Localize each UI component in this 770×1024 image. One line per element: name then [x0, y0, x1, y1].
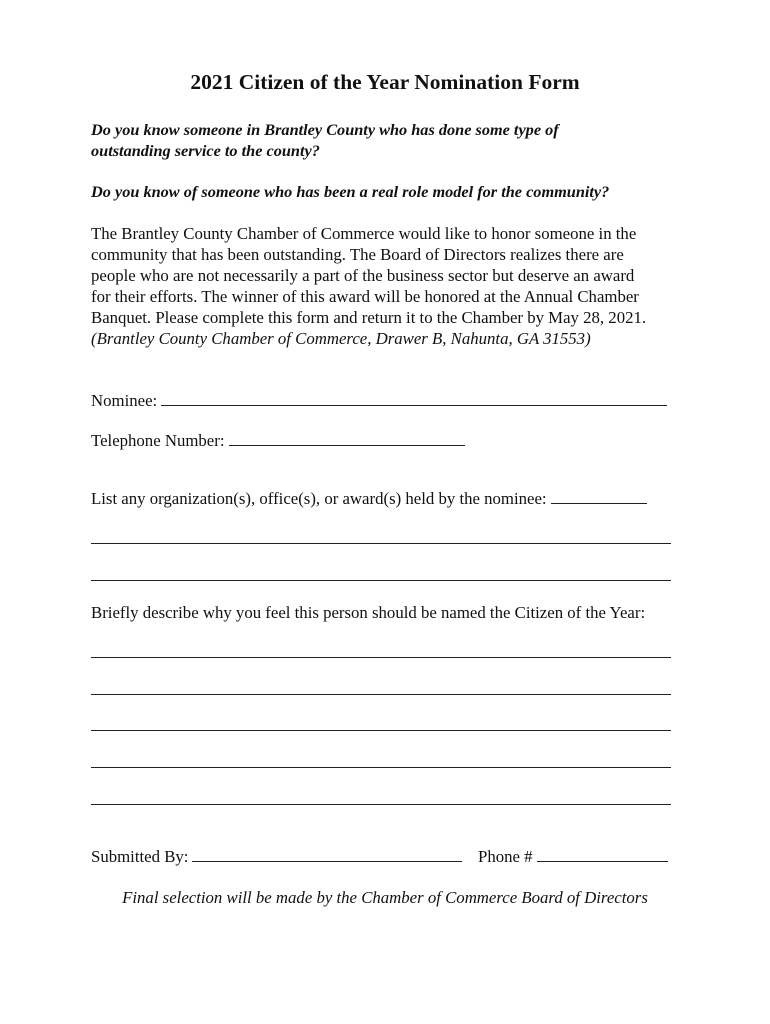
- telephone-field: [91, 430, 465, 451]
- describe-blank-line-5[interactable]: [91, 804, 671, 805]
- nominee-field: [91, 390, 667, 411]
- organizations-blank-line-1[interactable]: [91, 543, 671, 544]
- organizations-label: List any organization(s), office(s), or award(s) held by the nominee:: [91, 489, 547, 508]
- intro-line-3: people who are not necessarily a part of the business sector but deserve an award: [91, 266, 635, 285]
- submitted-by-input-line[interactable]: [192, 847, 462, 862]
- intro-line-5: Banquet. Please complete this form and return it to the Chamber by May 28, 2021.: [91, 308, 647, 327]
- footer-note: Final selection will be made by the Chamber of Commerce Board of Directors: [122, 888, 648, 907]
- nominee-label: Nominee:: [91, 391, 158, 410]
- nominee-input-line[interactable]: [161, 391, 667, 406]
- question-2: Do you know of someone who has been a real role model for the community?: [91, 182, 610, 201]
- intro-line-1: The Brantley County Chamber of Commerce would like to honor someone in the: [91, 224, 637, 243]
- question-1-line-2: outstanding service to the county?: [91, 141, 320, 160]
- organizations-field: [91, 488, 647, 509]
- submitted-by-field: [91, 846, 462, 867]
- phone-field: [478, 846, 668, 867]
- describe-blank-line-4[interactable]: [91, 767, 671, 768]
- form-title: 2021 Citizen of the Year Nomination Form: [190, 70, 580, 94]
- intro-line-2: community that has been outstanding. The Board of Directors realizes there are: [91, 245, 624, 264]
- describe-blank-line-2[interactable]: [91, 694, 671, 695]
- describe-blank-line-1[interactable]: [91, 657, 671, 658]
- submitted-by-label: Submitted By:: [91, 847, 189, 866]
- telephone-input-line[interactable]: [229, 431, 465, 446]
- organizations-blank-line-2[interactable]: [91, 580, 671, 581]
- question-1-line-1: Do you know someone in Brantley County who has done some type of: [91, 120, 559, 139]
- telephone-label: Telephone Number:: [91, 431, 225, 450]
- describe-blank-line-3[interactable]: [91, 730, 671, 731]
- describe-label: Briefly describe why you feel this person should be named the Citizen of the Year:: [91, 603, 646, 622]
- phone-label: Phone #: [478, 847, 533, 866]
- intro-line-4: for their efforts. The winner of this award will be honored at the Annual Chamber: [91, 287, 639, 306]
- phone-input-line[interactable]: [537, 847, 668, 862]
- organizations-input-line[interactable]: [551, 489, 647, 504]
- chamber-address: (Brantley County Chamber of Commerce, Drawer B, Nahunta, GA 31553): [91, 329, 591, 348]
